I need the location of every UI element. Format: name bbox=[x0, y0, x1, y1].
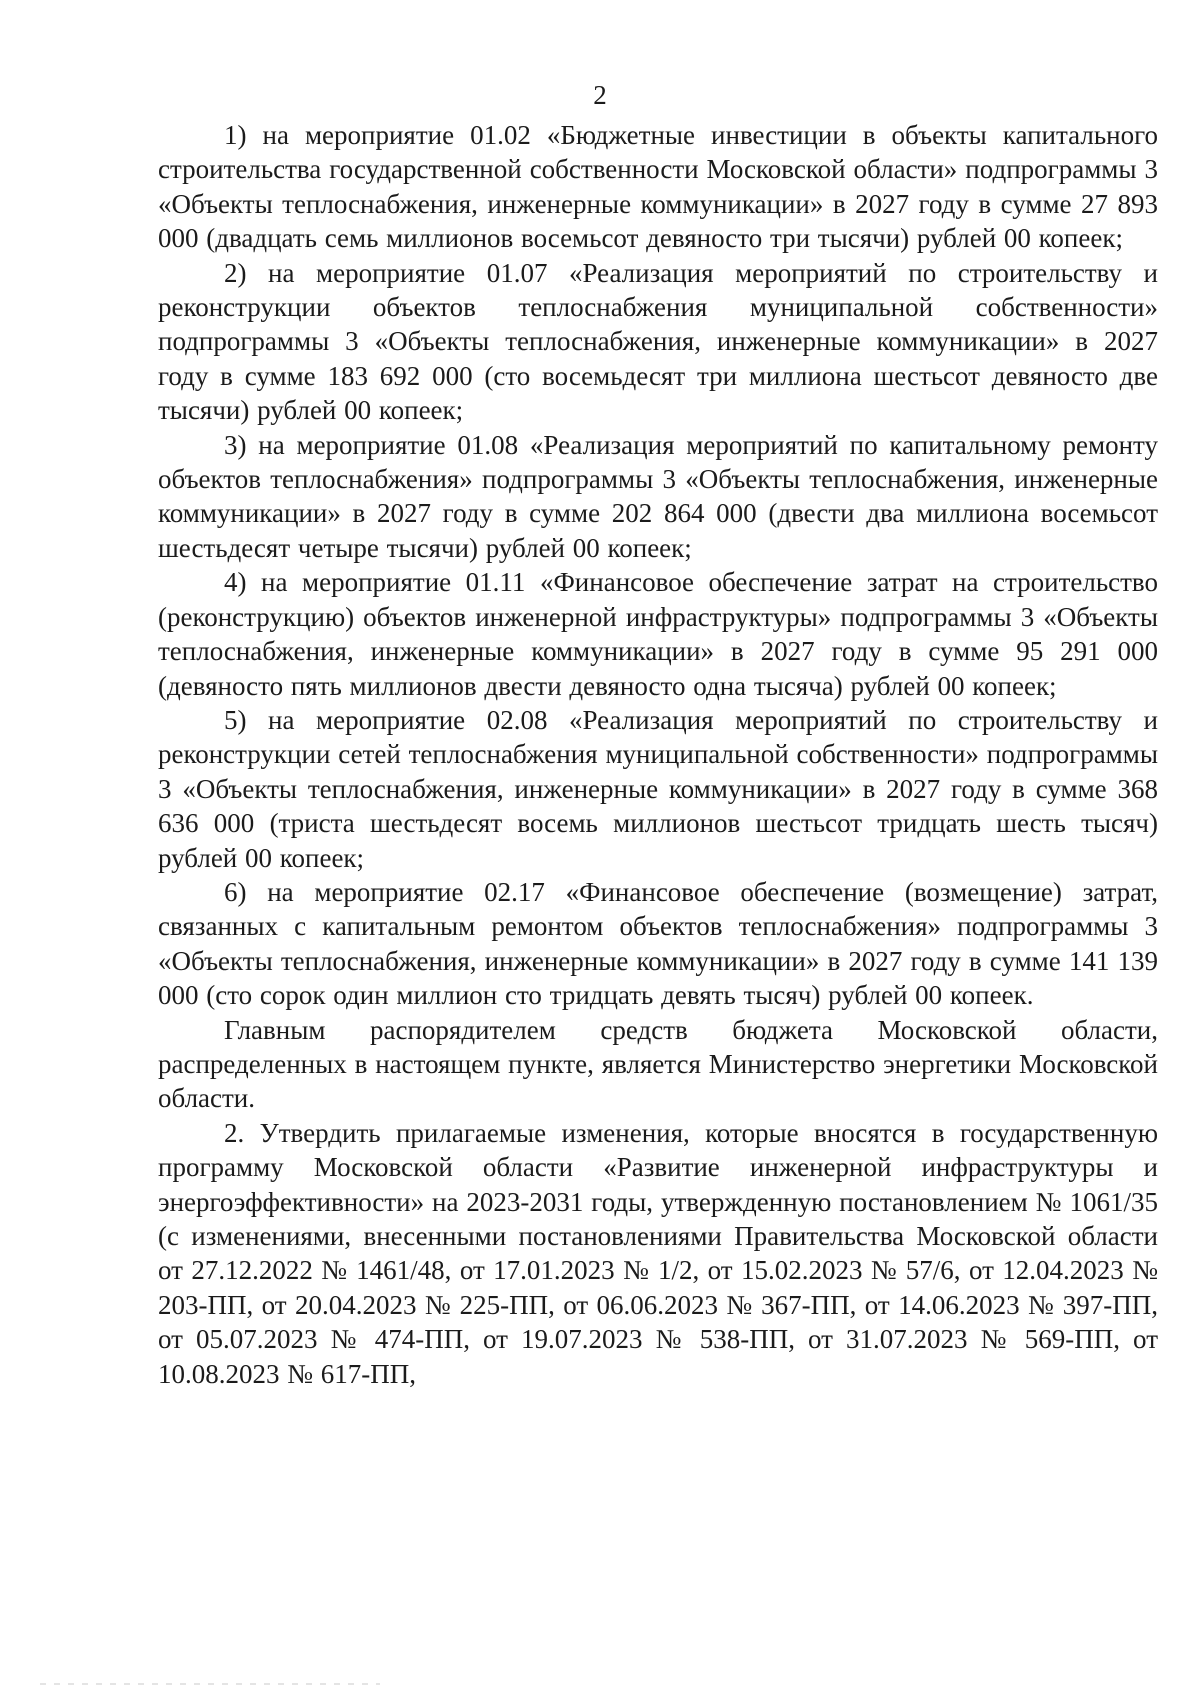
document-body bbox=[158, 118, 1158, 1391]
paragraph-item-6: 6) на мероприятие 02.17 «Финансовое обеспечение (возмещение) затрат, связанных с капитальным ремонтом объектов теплоснабжения» подпрограммы 3 «Объекты теплоснабжения, инженерные коммуникации» в 2027 году в сумме 141 139 000 (сто сорок один миллион сто тридцать девять тысяч) рублей 00 копеек. bbox=[158, 876, 1158, 1011]
paragraph-chief-administrator: Главным распорядителем средств бюджета Московской области, распределенных в настоящем пункте, является Министерство энергетики Московской области. bbox=[158, 1014, 1158, 1114]
paragraph-item-5: 5) на мероприятие 02.08 «Реализация мероприятий по строительству и реконструкции сетей теплоснабжения муниципальной собственности» подпрограммы 3 «Объекты теплоснабжения, инженерные коммуникации» в 2027 году в сумме 368 636 000 (триста шестьдесят восемь миллионов шестьсот тридцать шесть тысяч) рублей 00 копеек; bbox=[158, 704, 1158, 873]
page-number: 2 bbox=[593, 80, 607, 110]
paragraph-item-2: 2) на мероприятие 01.07 «Реализация мероприятий по строительству и реконструкции объектов теплоснабжения муниципальной собственности» подпрограммы 3 «Объекты теплоснабжения, инженерные коммуникации» в 2027 году в сумме 183 692 000 (сто восемьдесят три миллиона шестьсот девяносто две тысячи) рублей 00 копеек; bbox=[158, 257, 1158, 426]
paragraph-item-4: 4) на мероприятие 01.11 «Финансовое обеспечение затрат на строительство (реконструкцию) объектов инженерной инфраструктуры» подпрограммы 3 «Объекты теплоснабжения, инженерные коммуникации» в 2027 году в сумме 95 291 000 (девяносто пять миллионов двести девяносто одна тысяча) рублей 00 копеек; bbox=[158, 567, 1158, 701]
paragraph-item-3: 3) на мероприятие 01.08 «Реализация мероприятий по капитальному ремонту объектов теплоснабжения» подпрограммы 3 «Объекты теплоснабжения, инженерные коммуникации» в 2027 году в сумме 202 864 000 (двести два миллиона восемьсот шестьдесят четыре тысячи) рублей 00 копеек; bbox=[158, 429, 1158, 563]
paragraph-point-2: 2. Утвердить прилагаемые изменения, которые вносятся в государственную программу Московской области «Развитие инженерной инфраструктуры и энергоэффективности» на 2023-2031 годы, утвержденную постановлением № 1061/35 (с изменениями, внесенными постановлениями Правительства Московской области от 27.12.2022 № 1461/48, от 17.01.2023 № 1/2, от 15.02.2023 № 57/6, от 12.04.2023 № 203-ПП, от 20.04.2023 № 225-ПП, от 06.06.2023 № 367-ПП, от 14.06.2023 № 397-ПП, от 05.07.2023 № 474-ПП, от 19.07.2023 № 538-ПП, от 31.07.2023 № 569-ПП, от 10.08.2023 № 617-ПП, bbox=[158, 1117, 1158, 1389]
scan-artifact-line bbox=[40, 1683, 380, 1685]
paragraph-item-1: 1) на мероприятие 01.02 «Бюджетные инвестиции в объекты капитального строительства государственной собственности Московской области» подпрограммы 3 «Объекты теплоснабжения, инженерные коммуникации» в 2027 году в сумме 27 893 000 (двадцать семь миллионов восемьсот девяносто три тысячи) рублей 00 копеек; bbox=[158, 120, 1158, 254]
